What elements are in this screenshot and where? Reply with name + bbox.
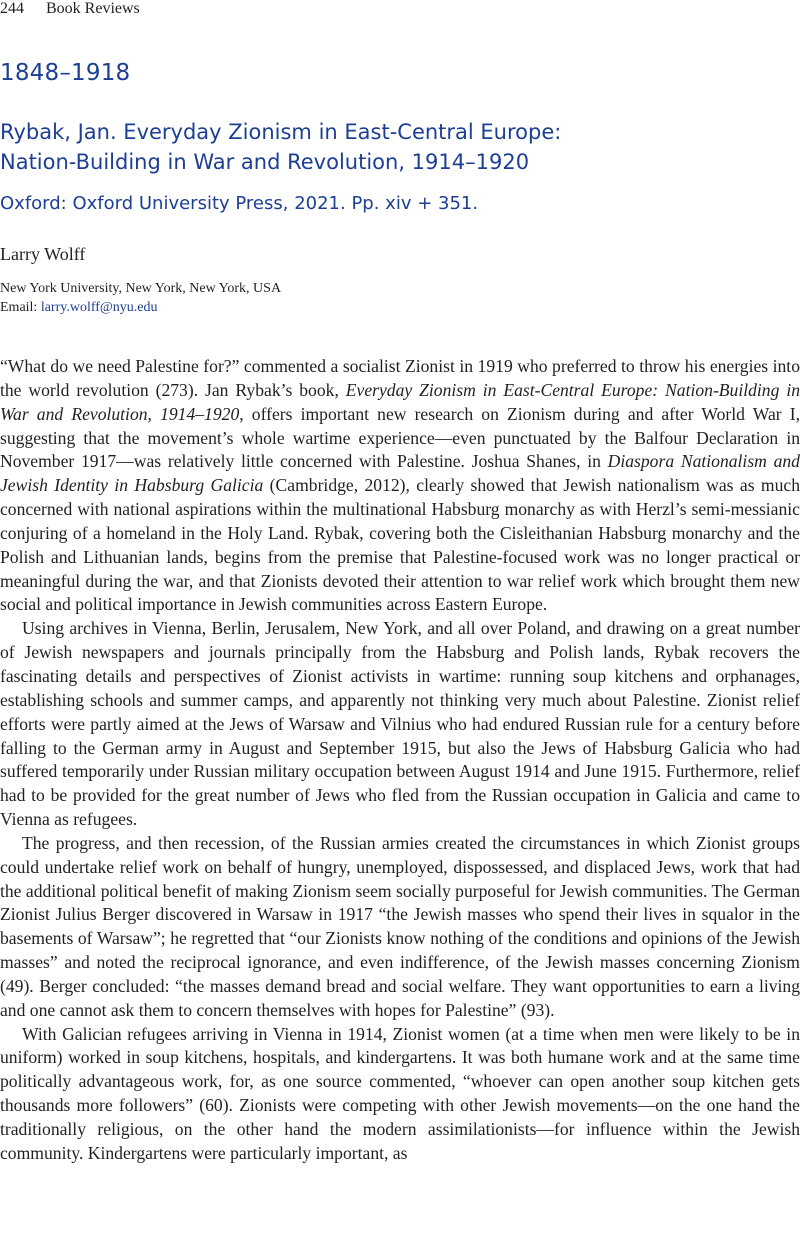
running-head — [0, 0, 140, 18]
paragraph-1 — [0, 355, 800, 617]
email-label: Email: — [0, 300, 41, 315]
email-link[interactable]: larry.wolff@nyu.edu — [40, 300, 158, 315]
section-title: 1848–1918 — [0, 60, 131, 86]
author-name: Larry Wolff — [0, 244, 86, 264]
book-title — [0, 117, 790, 177]
book-title-line-1: Rybak, Jan. Everyday Zionism in East-Central Europe: — [0, 120, 562, 144]
paragraph-2: Using archives in Vienna, Berlin, Jerusalem, New York, and all over Poland, and drawing on a great number of Jewish newspapers and journals principally from the Habsburg and Polish lands, Rybak recovers the fascinating details and perspectives of Zionist activists in wartime: running soup kitchens and orphanages, establishing schools and summer camps, and apparently not thinking very much about Palestine. Zionist relief efforts were partly aimed at the Jews of Warsaw and Vilnius who had endured Russian rule for a century before falling to the German army in August and September 1915, but also the Jews of Habsburg Galicia who had suffered temporarily under Russian military occupation between August 1914 and June 1915. Furthermore, relief had to be provided for the great number of Jews who fled from the Russian occupation in Galicia and came to Vienna as refugees. — [0, 618, 800, 830]
review-body — [0, 355, 800, 1166]
book-title-line-2: Nation-Building in War and Revolution, 1914–1920 — [0, 150, 530, 174]
running-title: Book Reviews — [46, 0, 140, 17]
paragraph-1-text-a: “What do we need Palestine for?” commented a socialist Zionist in 1919 who preferred to throw his energies into the world revolution (273). Jan Rybak’s book, — [0, 356, 800, 400]
paragraph-4: With Galician refugees arriving in Vienna in 1914, Zionist women (at a time when men were likely to be in uniform) worked in soup kitchens, hospitals, and kindergartens. It was both humane work and at the same time politically advantageous work, for, as one source commented, “whoever can open another soup kitchen gets thousands more followers” (60). Zionists were competing with other Jewish movements—on the one hand the traditionally religious, on the other hand the modern assimilationists—for influence within the Jewish community. Kindergartens were particularly important, as — [0, 1023, 800, 1163]
cited-book-title-italic: Diaspora Nationalism and Jewish Identity in Habsburg Galicia — [0, 451, 800, 496]
paragraph-3: The progress, and then recession, of the Russian armies created the circumstances in which Zionist groups could undertake relief work on behalf of hungry, unemployed, dispossessed, and displaced Jews, work that had the additional political benefit of making Zionism seem socially purposeful for Jewish communities. The German Zionist Julius Berger discovered in Warsaw in 1917 “the Jewish masses who spend their lives in squalor in the basements of Warsaw”; he regretted that “our Zionists know nothing of the conditions and opinions of the Jewish masses” and noted the reciprocal ignorance, and even indifference, of the Jewish masses concerning Zionism (49). Berger concluded: “the masses demand bread and social welfare. They want opportunities to earn a living and one cannot ask them to concern themselves with hopes for Palestine” (93). — [0, 832, 800, 1020]
book-title-italic: Everyday Zionism in East-Central Europe: Nation-Building in War and Revolution, 1914–1920 — [0, 379, 800, 424]
paragraph-1-text-e: (Cambridge, 2012), clearly showed that Jewish nationalism was as much concerned with national aspirations within the multinational Habsburg monarchy as with Herzl’s semi-messianic conjuring of a homeland in the Holy Land. Rybak, covering both the Cisleithanian Habsburg monarchy and the Polish and Lithuanian lands, begins from the premise that Palestine-focused work was no longer practical or meaningful during the war, and that Zionists devoted their attention to war relief work which brought them new social and political importance in Jewish communities across Eastern Europe. — [0, 475, 800, 615]
paragraph-1-text-c: , offers important new research on Zionism during and after World War I, suggesting that the movement’s whole wartime experience—even punctuated by the Balfour Declaration in November 1917—was relatively little concerned with Palestine. Joshua Shanes, in — [0, 403, 800, 472]
email-line — [0, 299, 158, 317]
author-affiliation: New York University, New York, New York, USA — [0, 281, 282, 296]
publication-info: Oxford: Oxford University Press, 2021. Pp. xiv + 351. — [0, 193, 479, 214]
page-number: 244 — [0, 0, 24, 17]
